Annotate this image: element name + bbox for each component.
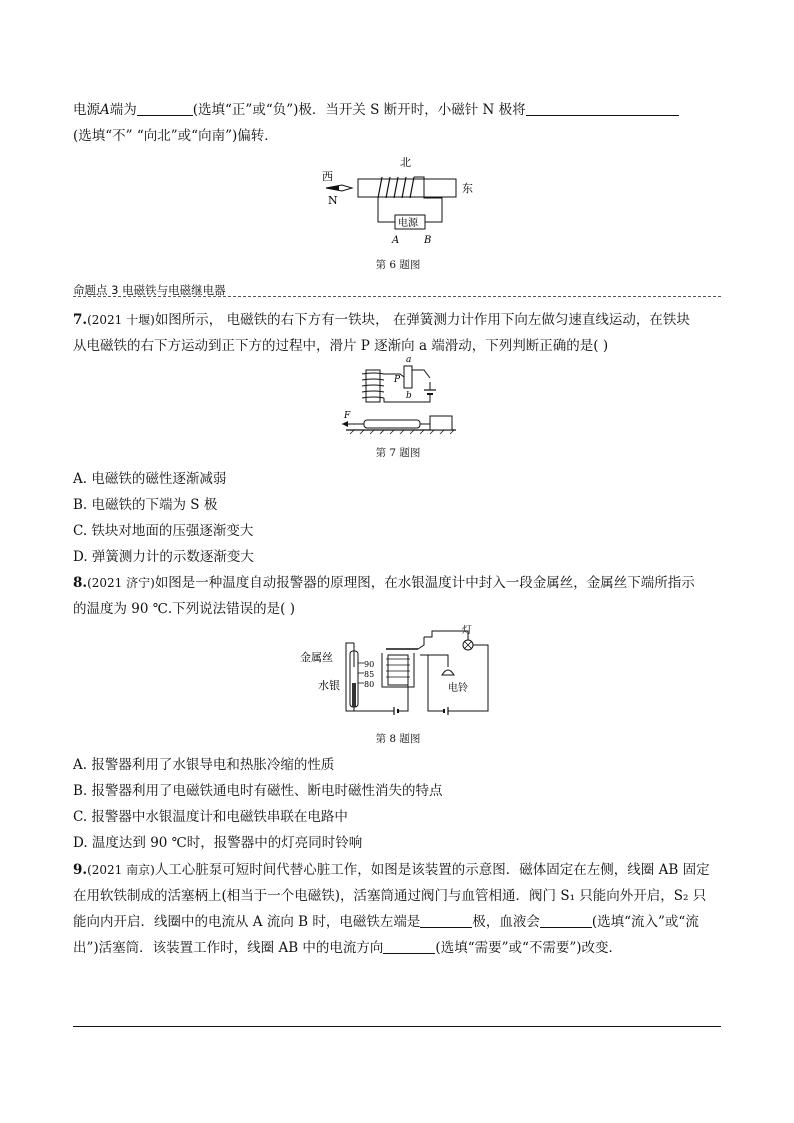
- spring-scale: [364, 420, 420, 428]
- bell: [442, 670, 454, 675]
- q6-text: (选填“正”或“负”)极．当开关 S 断开时，小磁针 N 极将: [192, 102, 526, 118]
- q9-text: 人工心脏泵可短时间代替心脏工作，如图是该装置的示意图．磁体固定在左侧，线圈 AB 固定: [154, 862, 710, 878]
- ground-hatching: [350, 430, 454, 434]
- q9-text: 能向内开启．线圈中的电流从 A 流向 B 时，电磁铁左端是: [73, 914, 421, 930]
- label-north: 北: [400, 156, 411, 169]
- q6-text: A: [100, 102, 110, 118]
- label-metal-wire: 金属丝: [300, 651, 333, 664]
- question-number: 9.: [73, 862, 88, 878]
- q8-option-a[interactable]: A. 报警器利用了水银导电和热胀冷缩的性质: [73, 757, 335, 773]
- figure-8: [298, 625, 498, 720]
- q9-text: (选填“流入”或“流: [591, 914, 699, 930]
- label-mercury: 水银: [318, 679, 340, 692]
- q7-line1: [73, 307, 690, 333]
- q9-line2: 在用软铁制成的活塞柄上(相当于一个电磁铁)，活塞筒通过阀门与血管相通．阀门 S₁ 只能向外开启，S₂ 只: [73, 888, 707, 904]
- q9-text: 出”)活塞筒．该装置工作时，线圈 AB 中的电流方向: [73, 940, 384, 956]
- q9-line4: [73, 935, 622, 961]
- q7-option-b[interactable]: B. 电磁铁的下端为 S 极: [73, 497, 218, 513]
- mercury-column: [352, 683, 356, 707]
- label-85: 85: [364, 670, 375, 679]
- label-80: 80: [364, 680, 375, 689]
- label-f: F: [344, 411, 351, 421]
- iron-block: [430, 416, 452, 430]
- question-source: (2021 南京): [87, 863, 155, 877]
- answer-blank[interactable]: [137, 101, 193, 116]
- q8-option-c[interactable]: C. 报警器中水银温度计和电磁铁串联在电路中: [73, 809, 348, 825]
- q7-line2: 从电磁铁的右下方运动到正下方的过程中，滑片 P 逐渐向 a 端滑动，下列判断正确的是( ): [73, 338, 609, 354]
- q6-text: 端为: [109, 102, 137, 118]
- label-west: 西: [322, 170, 333, 183]
- q9-line1: [73, 857, 710, 883]
- label-east: 东: [462, 182, 473, 195]
- rheostat[interactable]: [404, 366, 412, 388]
- question-number: 8.: [73, 575, 88, 591]
- section-divider: [73, 296, 721, 297]
- answer-blank[interactable]: [526, 101, 679, 116]
- label-needle-n: N: [328, 194, 338, 207]
- q9-text: 极，血液会: [472, 914, 540, 930]
- question-number: 7.: [73, 312, 88, 328]
- q6-line1: [73, 97, 679, 123]
- q9-line3: [73, 909, 699, 935]
- q6-text: 电源: [73, 102, 100, 118]
- label-lamp: 灯: [462, 625, 472, 636]
- q8-option-d[interactable]: D. 温度达到 90 ℃时，报警器中的灯亮同时铃响: [73, 835, 363, 851]
- figure-6-caption: 第 6 题图: [375, 259, 421, 271]
- figure-8-caption: 第 8 题图: [375, 733, 421, 745]
- label-a: A: [392, 235, 400, 246]
- label-b: B: [424, 235, 432, 246]
- q8-line2: 的温度为 90 ℃.下列说法错误的是( ): [73, 601, 295, 617]
- answer-blank[interactable]: [420, 913, 472, 928]
- label-p: P: [394, 375, 401, 385]
- label-90: 90: [364, 660, 375, 669]
- footer-divider: [73, 1026, 721, 1027]
- q7-text: 如图所示， 电磁铁的右下方有一铁块， 在弹簧测力计作用下向左做匀速直线运动，在铁块: [154, 312, 690, 328]
- q8-option-b[interactable]: B. 报警器利用了电磁铁通电时有磁性、断电时磁性消失的特点: [73, 783, 443, 799]
- q6-line2: (选填“不” “向北”或“向南”)偏转．: [73, 128, 278, 144]
- figure-7: [338, 352, 458, 438]
- label-bell: 电铃: [448, 683, 468, 694]
- label-b: b: [406, 391, 412, 401]
- section-header: 命题点 3 电磁铁与电磁继电器: [73, 283, 226, 297]
- q8-text: 如图是一种温度自动报警器的原理图，在水银温度计中封入一段金属丝，金属丝下端所指示: [154, 575, 695, 591]
- q7-option-d[interactable]: D. 弹簧测力计的示数逐渐变大: [73, 549, 254, 565]
- figure-6: [320, 152, 490, 248]
- q9-text: (选填“需要”或“不需要”)改变．: [435, 940, 623, 956]
- q8-line1: [73, 570, 695, 596]
- label-power-source: 电源: [398, 218, 418, 229]
- question-source: (2021 济宁): [87, 576, 155, 590]
- iron-core: [358, 179, 456, 197]
- switch[interactable]: [412, 370, 430, 378]
- q7-option-a[interactable]: A. 电磁铁的磁性逐渐减弱: [73, 471, 227, 487]
- figure-7-caption: 第 7 题图: [375, 447, 421, 459]
- answer-blank[interactable]: [383, 939, 435, 954]
- question-source: (2021 十堰): [87, 313, 155, 327]
- q7-option-c[interactable]: C. 铁块对地面的压强逐渐变大: [73, 523, 254, 539]
- label-a: a: [406, 355, 412, 365]
- answer-blank[interactable]: [540, 913, 592, 928]
- relay-electromagnet: [388, 655, 408, 685]
